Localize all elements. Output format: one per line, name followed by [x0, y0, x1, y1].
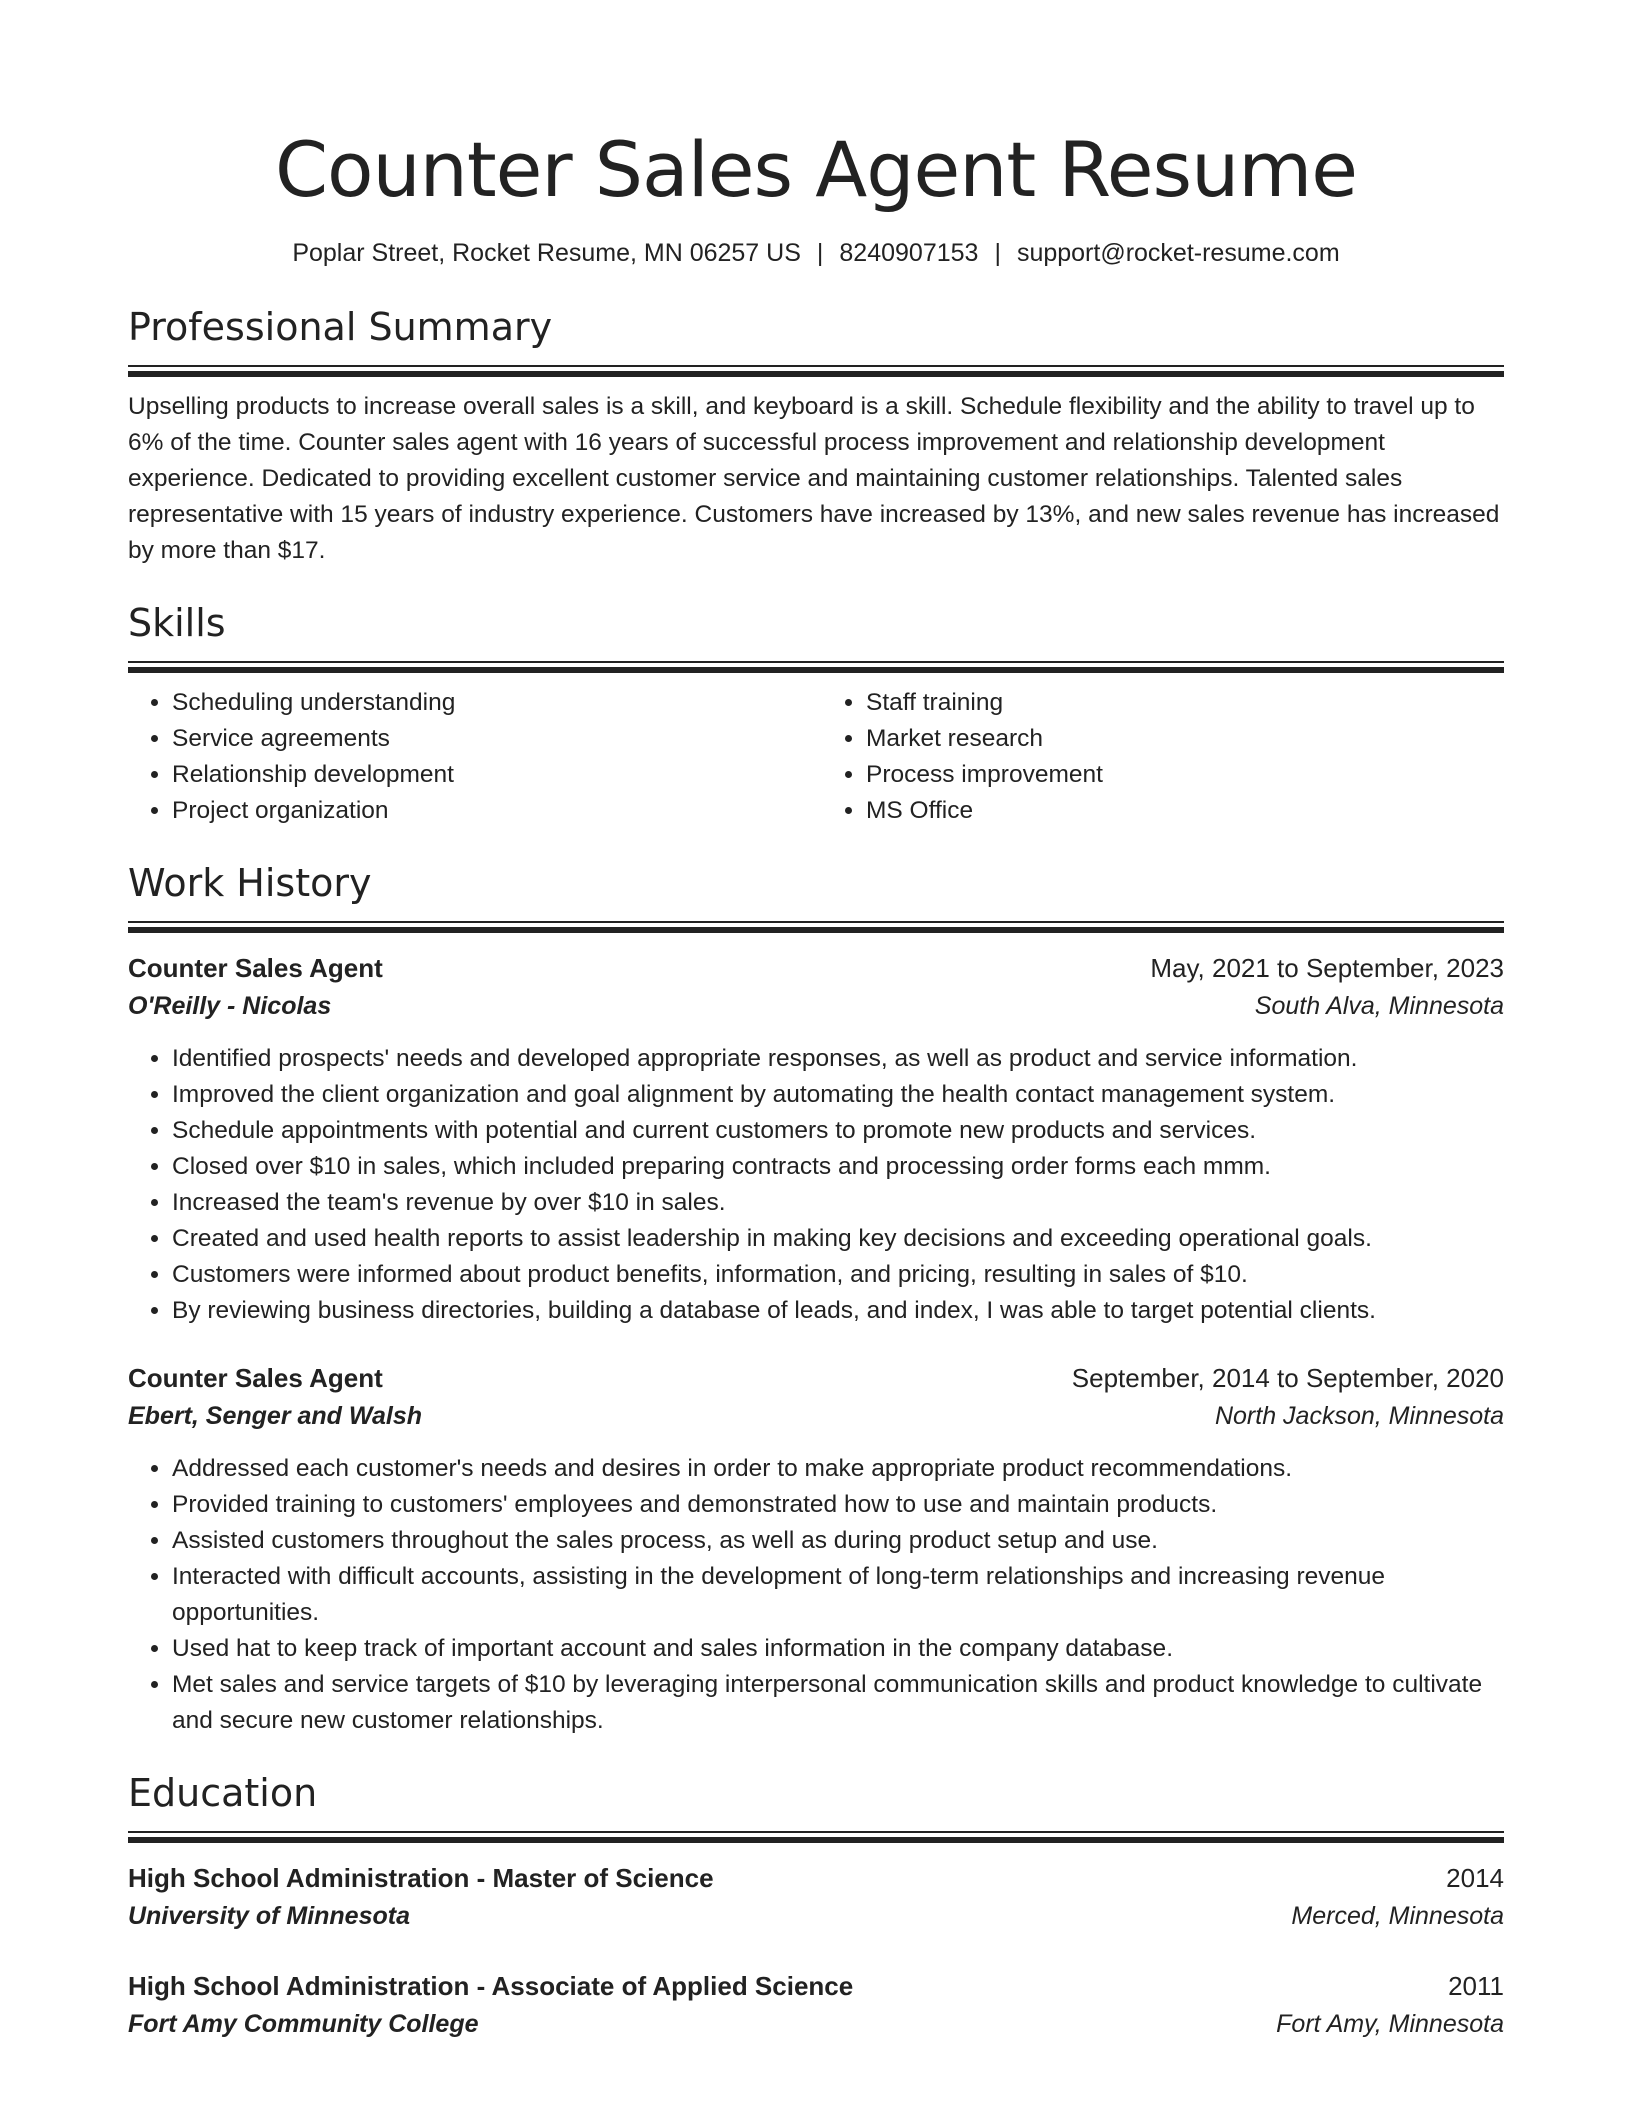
- skills-heading: Skills: [128, 601, 226, 645]
- education-entry: [128, 1967, 1504, 2043]
- job-bullet: • Customers were informed about product benefits, information, and pricing, resulting in sales of $10.: [172, 1257, 1504, 1293]
- contact-line: [128, 236, 1504, 270]
- skill-item: • Process improvement: [866, 757, 1504, 793]
- job-bullet: • Increased the team's revenue by over $10 in sales.: [172, 1185, 1504, 1221]
- job-bullets: [128, 1041, 1504, 1329]
- summary-heading: Professional Summary: [128, 305, 553, 349]
- education-degree: High School Administration - Associate of Applied Science: [128, 1971, 854, 2001]
- skills-list: [128, 685, 1504, 829]
- contact-separator: |: [994, 239, 1001, 267]
- skill-item: • Project organization: [172, 793, 816, 829]
- summary-section: [128, 303, 1504, 569]
- section-divider: [128, 1831, 1504, 1843]
- job-bullet: • By reviewing business directories, building a database of leads, and index, I was able to target potential clients.: [172, 1293, 1504, 1329]
- job-location: North Jackson, Minnesota: [1214, 1402, 1504, 1430]
- skill-item: • Scheduling understanding: [172, 685, 816, 721]
- job-dates: May, 2021 to September, 2023: [1150, 953, 1504, 983]
- job-bullet: • Interacted with difficult accounts, assisting in the development of long-term relationships and increasing revenue opportunities.: [172, 1559, 1504, 1631]
- skill-item: • MS Office: [866, 793, 1504, 829]
- job-bullet: • Created and used health reports to assist leadership in making key decisions and exceeding operational goals.: [172, 1221, 1504, 1257]
- skill-item: • Service agreements: [172, 721, 816, 757]
- education-entry: [128, 1859, 1504, 1935]
- job-title: Counter Sales Agent: [128, 1363, 383, 1393]
- job-dates: September, 2014 to September, 2020: [1071, 1363, 1504, 1393]
- education-school: Fort Amy Community College: [128, 2010, 479, 2038]
- resume-title: Counter Sales Agent Resume: [274, 125, 1358, 214]
- education-year: 2014: [1446, 1863, 1504, 1893]
- job-location: South Alva, Minnesota: [1254, 992, 1504, 1020]
- skill-item: • Relationship development: [172, 757, 816, 793]
- skills-section: [128, 599, 1504, 829]
- education-location: Merced, Minnesota: [1291, 1902, 1504, 1930]
- job-bullet: • Schedule appointments with potential and current customers to promote new products and services.: [172, 1113, 1504, 1149]
- job-bullet: • Met sales and service targets of $10 by leveraging interpersonal communication skills and product knowledge to cultivate and secure new customer relationships.: [172, 1667, 1504, 1739]
- summary-text: Upselling products to increase overall sales is a skill, and keyboard is a skill. Schedule flexibility and the ability to travel up to 6% of the time. Counter sales agent with 16 years of successful process improvement and relationship development experience. Dedicated to providing excellent customer service and maintaining customer relationships. Talented sales representative with 15 years of industry experience. Customers have increased by 13%, and new sales revenue has increased by more than $17.: [128, 393, 1500, 564]
- job-bullet: • Used hat to keep track of important account and sales information in the company database.: [172, 1631, 1504, 1667]
- job-entry: [128, 949, 1504, 1329]
- education-section: [128, 1769, 1504, 2043]
- job-bullet: • Provided training to customers' employees and demonstrated how to use and maintain products.: [172, 1487, 1504, 1523]
- skill-item: • Market research: [866, 721, 1504, 757]
- education-location: Fort Amy, Minnesota: [1276, 2010, 1504, 2038]
- job-bullet: • Assisted customers throughout the sales process, as well as during product setup and use.: [172, 1523, 1504, 1559]
- skills-column-right: [816, 685, 1504, 829]
- education-school: University of Minnesota: [128, 1902, 410, 1930]
- section-divider: [128, 365, 1504, 377]
- contact-email: support@rocket-resume.com: [1016, 239, 1340, 267]
- contact-address: Poplar Street, Rocket Resume, MN 06257 US: [292, 239, 801, 267]
- contact-phone: 8240907153: [839, 239, 979, 267]
- work-heading: Work History: [128, 861, 372, 905]
- job-bullet: • Addressed each customer's needs and desires in order to make appropriate product recommendations.: [172, 1451, 1504, 1487]
- job-bullet: • Closed over $10 in sales, which included preparing contracts and processing order forms each mmm.: [172, 1149, 1504, 1185]
- job-bullets: [128, 1451, 1504, 1739]
- job-title: Counter Sales Agent: [128, 953, 383, 983]
- job-company: Ebert, Senger and Walsh: [128, 1402, 423, 1430]
- job-bullet: • Improved the client organization and goal alignment by automating the health contact management system.: [172, 1077, 1504, 1113]
- job-bullet: • Identified prospects' needs and developed appropriate responses, as well as product and service information.: [172, 1041, 1504, 1077]
- job-company: O'Reilly - Nicolas: [128, 992, 332, 1020]
- education-degree: High School Administration - Master of Science: [128, 1863, 714, 1893]
- skill-item: • Staff training: [866, 685, 1504, 721]
- education-year: 2011: [1448, 1971, 1504, 2001]
- skills-column-left: [128, 685, 816, 829]
- contact-separator: |: [816, 239, 824, 267]
- section-divider: [128, 661, 1504, 673]
- job-entry: [128, 1359, 1504, 1739]
- education-heading: Education: [128, 1771, 318, 1815]
- work-section: [128, 859, 1504, 1739]
- section-divider: [128, 921, 1504, 933]
